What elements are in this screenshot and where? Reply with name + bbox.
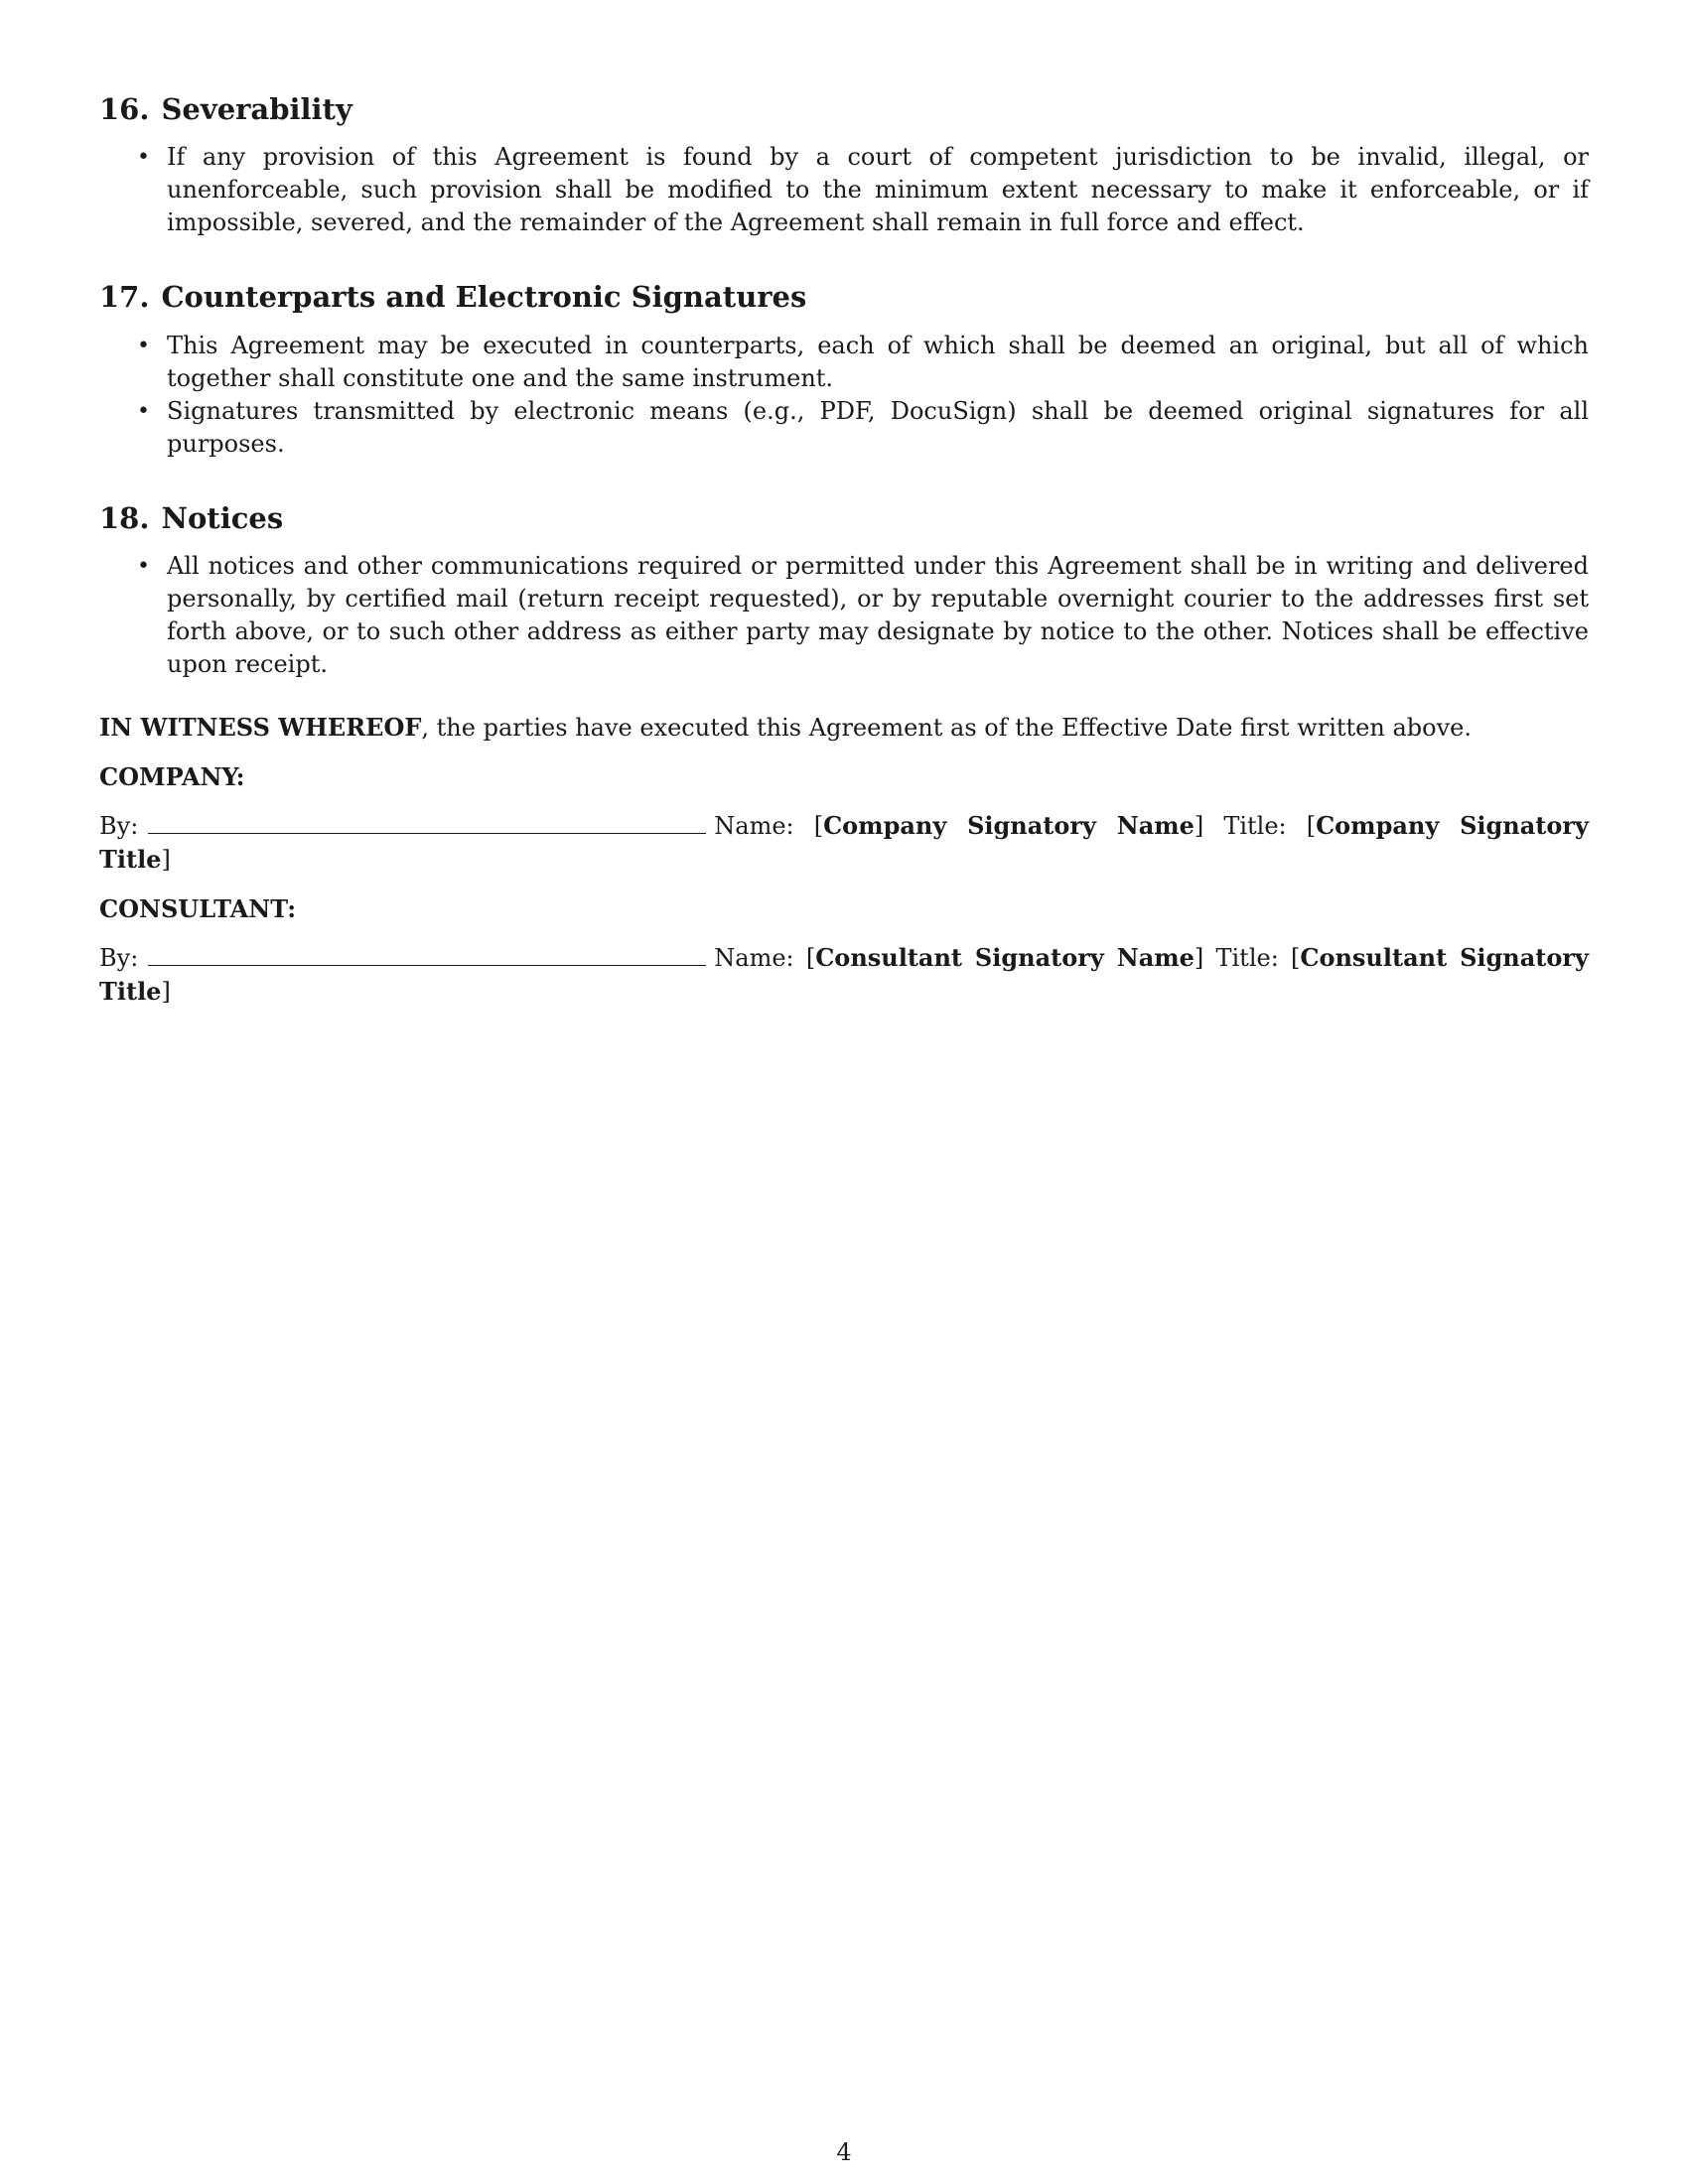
section-heading [99, 91, 1589, 127]
company-signatory-name: Company Signatory Name [823, 810, 1195, 840]
page-number: 4 [836, 2138, 852, 2166]
section-notices [99, 500, 1589, 681]
section-number: 17. [99, 280, 150, 315]
bullet-list [99, 141, 1589, 239]
consultant-label: CONSULTANT: [99, 893, 297, 923]
section-severability [99, 91, 1589, 239]
title-label: Title: [1215, 943, 1279, 972]
company-signature-block: By: Name: [Company Signatory Name] Title: [Company Signatory Title] [99, 810, 1589, 874]
title-label: Title: [1223, 811, 1287, 840]
bullet-item: • If any provision of this Agreement is found by a court of competent jurisdiction to be invalid, illegal, or unenforceable, such provision shall be modified to the minimum extent necessary to make it enforceable, or if impossible, severed, and the remainder of the Agreement shall remain in full force and effect. [99, 141, 1589, 239]
section-number: 18. [99, 500, 150, 535]
company-signature-line[interactable] [148, 811, 706, 834]
by-label: By: [99, 811, 139, 840]
name-label: Name: [714, 943, 794, 972]
section-counterparts [99, 279, 1589, 460]
section-title: Severability [161, 92, 352, 126]
witness-lead: IN WITNESS WHEREOF [99, 712, 422, 742]
bullet-item: • Signatures transmitted by electronic means (e.g., PDF, DocuSign) shall be deemed original signatures for all purposes. [99, 395, 1589, 461]
document-page [99, 91, 1589, 1024]
name-label: Name: [714, 811, 794, 840]
company-label: COMPANY: [99, 761, 245, 791]
section-heading [99, 500, 1589, 536]
bullet-item: • This Agreement may be executed in counterparts, each of which shall be deemed an original, but all of which together shall constitute one and the same instrument. [99, 330, 1589, 395]
section-number: 16. [99, 92, 150, 126]
bullet-list [99, 550, 1589, 681]
bullet-item: • All notices and other communications required or permitted under this Agreement shall be in writing and delivered personally, by certified mail (return receipt requested), or by reputable overnight courier to the addresses first set forth above, or to such other address as either party may designate by notice to the other. Notices shall be effective upon receipt. [99, 550, 1589, 681]
bullet-list [99, 330, 1589, 461]
witness-statement [99, 711, 1589, 745]
consultant-signature-block: By: Name: [Consultant Signatory Name] Title: [Consultant Signatory Title] [99, 942, 1589, 1006]
witness-text: , the parties have executed this Agreement as of the Effective Date first written above. [421, 713, 1472, 742]
consultant-signatory-name: Consultant Signatory Name [815, 942, 1195, 972]
section-title: Counterparts and Electronic Signatures [161, 280, 807, 315]
section-heading [99, 279, 1589, 315]
company-signatory-title: Company Signatory Title [99, 810, 1589, 874]
consultant-signatory-title: Consultant Signatory Title [99, 942, 1589, 1006]
consultant-signature-line[interactable] [148, 943, 706, 966]
by-label: By: [99, 943, 139, 972]
section-title: Notices [161, 500, 284, 535]
